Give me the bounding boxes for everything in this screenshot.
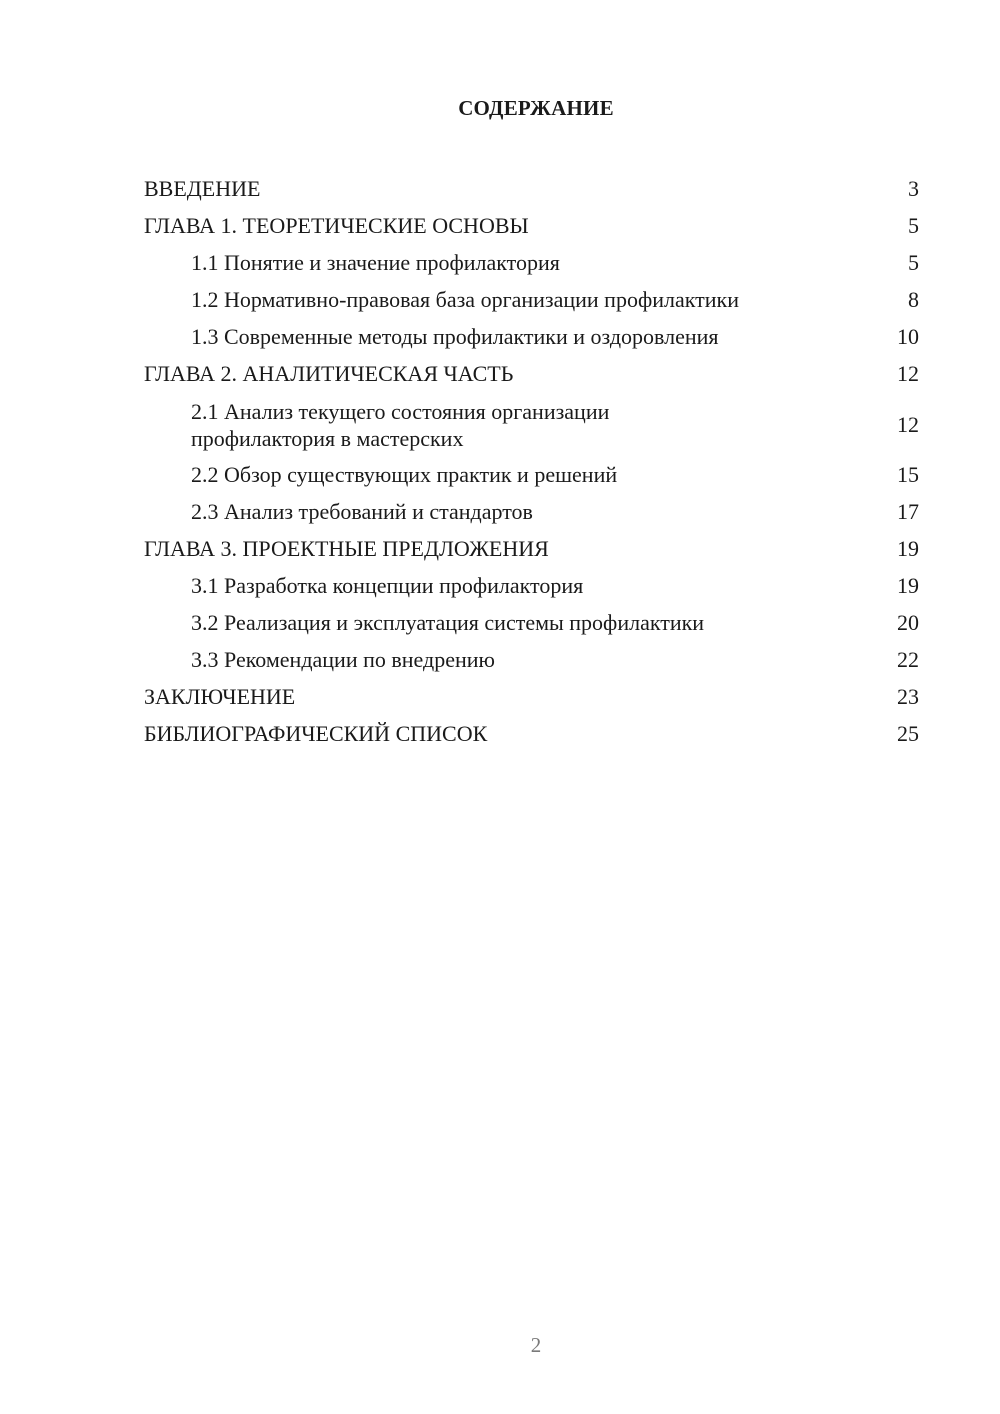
toc-entry-label [191, 398, 751, 452]
toc-entry-label: 2.3 Анализ требований и стандартов [191, 499, 533, 524]
title-text: СОДЕРЖАНИЕ [458, 96, 614, 120]
toc-entry-label: 3.3 Рекомендации по внедрению [191, 647, 495, 672]
page-title [0, 96, 1000, 121]
toc-entry-page: 20 [897, 610, 919, 635]
toc-entry-section-1-1[interactable] [144, 244, 919, 281]
toc-entry-chapter-1[interactable] [144, 207, 919, 244]
toc-entry-label: 1.1 Понятие и значение профилактория [191, 250, 560, 275]
toc-entry-chapter-3[interactable] [144, 530, 919, 567]
toc-entry-section-1-2[interactable] [144, 281, 919, 318]
toc-entry-page: 15 [897, 462, 919, 487]
toc-entry-label: ГЛАВА 3. ПРОЕКТНЫЕ ПРЕДЛОЖЕНИЯ [144, 536, 549, 561]
toc-entry-section-2-3[interactable] [144, 493, 919, 530]
toc-entry-page: 10 [897, 324, 919, 349]
toc-entry-label: ЗАКЛЮЧЕНИЕ [144, 684, 296, 709]
toc-entry-chapter-2[interactable] [144, 355, 919, 392]
toc-entry-section-2-1[interactable] [144, 392, 919, 456]
toc-entry-page: 19 [897, 536, 919, 561]
toc-entry-conclusion[interactable] [144, 678, 919, 715]
toc-entry-label: ВВЕДЕНИЕ [144, 176, 261, 201]
toc-entry-label: ГЛАВА 1. ТЕОРЕТИЧЕСКИЕ ОСНОВЫ [144, 213, 529, 238]
toc-entry-section-2-2[interactable] [144, 456, 919, 493]
toc-entry-label-line-2: профилактория в мастерских [191, 426, 464, 451]
toc-entry-section-3-2[interactable] [144, 604, 919, 641]
page-number: 2 [530, 1333, 542, 1357]
toc-entry-page: 17 [897, 499, 919, 524]
toc-entry-section-3-3[interactable] [144, 641, 919, 678]
toc-entry-label: БИБЛИОГРАФИЧЕСКИЙ СПИСОК [144, 721, 488, 746]
toc-entry-page: 12 [897, 412, 919, 437]
toc-entry-label: 1.3 Современные методы профилактики и оздоровления [191, 324, 719, 349]
toc-entry-label-line-1: 2.1 Анализ текущего состояния организации [191, 399, 610, 424]
toc-entry-page: 12 [897, 361, 919, 386]
toc-entry-label: 2.2 Обзор существующих практик и решений [191, 462, 618, 487]
toc-entry-section-1-3[interactable] [144, 318, 919, 355]
toc-entry-page: 22 [897, 647, 919, 672]
toc-entry-page: 5 [908, 213, 919, 238]
toc-entry-page: 8 [908, 287, 919, 312]
toc-entry-label: 1.2 Нормативно-правовая база организации профилактики [191, 287, 739, 312]
toc-entry-label: ГЛАВА 2. АНАЛИТИЧЕСКАЯ ЧАСТЬ [144, 361, 514, 386]
toc-entry-page: 5 [908, 250, 919, 275]
toc-entry-page: 23 [897, 684, 919, 709]
toc-entry-label: 3.2 Реализация и эксплуатация системы профилактики [191, 610, 705, 635]
toc-entry-page: 25 [897, 721, 919, 746]
toc-entry-introduction[interactable] [144, 170, 919, 207]
toc-entry-label: 3.1 Разработка концепции профилактория [191, 573, 584, 598]
toc-entry-page: 19 [897, 573, 919, 598]
toc-entry-page: 3 [908, 176, 919, 201]
toc-entry-section-3-1[interactable] [144, 567, 919, 604]
table-of-contents [144, 170, 919, 752]
toc-entry-bibliography[interactable] [144, 715, 919, 752]
